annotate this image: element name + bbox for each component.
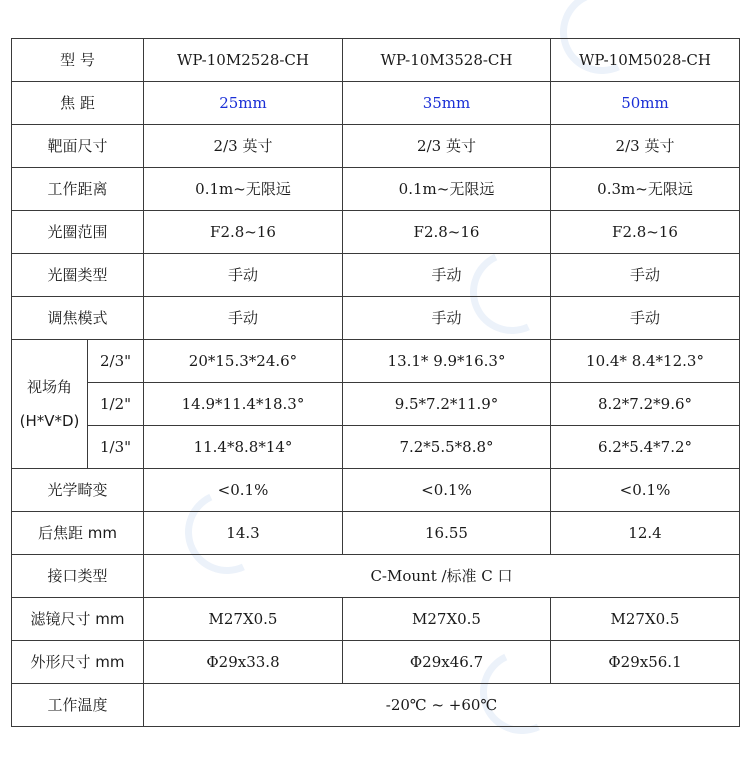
focus-mode-label: 调焦模式 <box>12 297 144 340</box>
fov-label-line1: 视场角 <box>26 378 72 396</box>
mount-row <box>12 555 740 598</box>
aperture-range-row <box>12 211 740 254</box>
sensor-size-cell: 2/3 英寸 <box>551 125 740 168</box>
fov-cell: 11.4*8.8*14° <box>144 426 343 469</box>
working-distance-cell: 0.1m~无限远 <box>343 168 551 211</box>
temperature-row <box>12 684 740 727</box>
aperture-type-row <box>12 254 740 297</box>
fov-sensor-size: 1/3" <box>88 426 144 469</box>
dimensions-label: 外形尺寸 mm <box>12 641 144 684</box>
distortion-row <box>12 469 740 512</box>
distortion-cell: <0.1% <box>144 469 343 512</box>
sensor-size-row <box>12 125 740 168</box>
aperture-range-label: 光圈范围 <box>12 211 144 254</box>
fov-cell: 9.5*7.2*11.9° <box>343 383 551 426</box>
dimensions-row <box>12 641 740 684</box>
temperature-cell: -20℃ ~ +60℃ <box>144 684 740 727</box>
fov-cell: 13.1* 9.9*16.3° <box>343 340 551 383</box>
distortion-cell: <0.1% <box>551 469 740 512</box>
model-label: 型 号 <box>12 39 144 82</box>
fov-cell: 8.2*7.2*9.6° <box>551 383 740 426</box>
mount-label: 接口类型 <box>12 555 144 598</box>
filter-size-row <box>12 598 740 641</box>
model-cell: WP-10M3528-CH <box>343 39 551 82</box>
aperture-type-cell: 手动 <box>343 254 551 297</box>
fov-cell: 7.2*5.5*8.8° <box>343 426 551 469</box>
working-distance-cell: 0.1m~无限远 <box>144 168 343 211</box>
focal-length-cell: 35mm <box>343 82 551 125</box>
aperture-type-label: 光圈类型 <box>12 254 144 297</box>
back-focal-cell: 16.55 <box>343 512 551 555</box>
model-row <box>12 39 740 82</box>
temperature-label: 工作温度 <box>12 684 144 727</box>
filter-size-cell: M27X0.5 <box>343 598 551 641</box>
focal-length-cell: 50mm <box>551 82 740 125</box>
fov-sensor-size: 1/2" <box>88 383 144 426</box>
back-focal-row <box>12 512 740 555</box>
dimensions-cell: Φ29x33.8 <box>144 641 343 684</box>
working-distance-row <box>12 168 740 211</box>
fov-cell: 10.4* 8.4*12.3° <box>551 340 740 383</box>
focal-length-label: 焦 距 <box>12 82 144 125</box>
mount-cell: C-Mount /标准 C 口 <box>144 555 740 598</box>
sensor-size-cell: 2/3 英寸 <box>343 125 551 168</box>
filter-size-cell: M27X0.5 <box>144 598 343 641</box>
fov-cell: 14.9*11.4*18.3° <box>144 383 343 426</box>
distortion-cell: <0.1% <box>343 469 551 512</box>
aperture-range-cell: F2.8~16 <box>343 211 551 254</box>
aperture-range-cell: F2.8~16 <box>144 211 343 254</box>
working-distance-cell: 0.3m~无限远 <box>551 168 740 211</box>
focus-mode-cell: 手动 <box>144 297 343 340</box>
focal-length-cell: 25mm <box>144 82 343 125</box>
back-focal-cell: 14.3 <box>144 512 343 555</box>
dimensions-cell: Φ29x46.7 <box>343 641 551 684</box>
distortion-label: 光学畸变 <box>12 469 144 512</box>
aperture-range-cell: F2.8~16 <box>551 211 740 254</box>
sensor-size-cell: 2/3 英寸 <box>144 125 343 168</box>
focal-length-row <box>12 82 740 125</box>
fov-cell: 6.2*5.4*7.2° <box>551 426 740 469</box>
focus-mode-row <box>12 297 740 340</box>
fov-cell: 20*15.3*24.6° <box>144 340 343 383</box>
fov-row-1-2 <box>12 383 740 426</box>
aperture-type-cell: 手动 <box>551 254 740 297</box>
model-cell: WP-10M2528-CH <box>144 39 343 82</box>
sensor-size-label: 靶面尺寸 <box>12 125 144 168</box>
working-distance-label: 工作距离 <box>12 168 144 211</box>
back-focal-cell: 12.4 <box>551 512 740 555</box>
fov-label-line2: (H*V*D) <box>19 412 80 430</box>
focus-mode-cell: 手动 <box>551 297 740 340</box>
filter-size-label: 滤镜尺寸 mm <box>12 598 144 641</box>
fov-row-2-3 <box>12 340 740 383</box>
back-focal-label: 后焦距 mm <box>12 512 144 555</box>
focus-mode-cell: 手动 <box>343 297 551 340</box>
fov-sensor-size: 2/3" <box>88 340 144 383</box>
aperture-type-cell: 手动 <box>144 254 343 297</box>
model-cell: WP-10M5028-CH <box>551 39 740 82</box>
fov-label <box>12 340 88 469</box>
dimensions-cell: Φ29x56.1 <box>551 641 740 684</box>
filter-size-cell: M27X0.5 <box>551 598 740 641</box>
fov-row-1-3 <box>12 426 740 469</box>
lens-spec-table <box>11 38 740 727</box>
